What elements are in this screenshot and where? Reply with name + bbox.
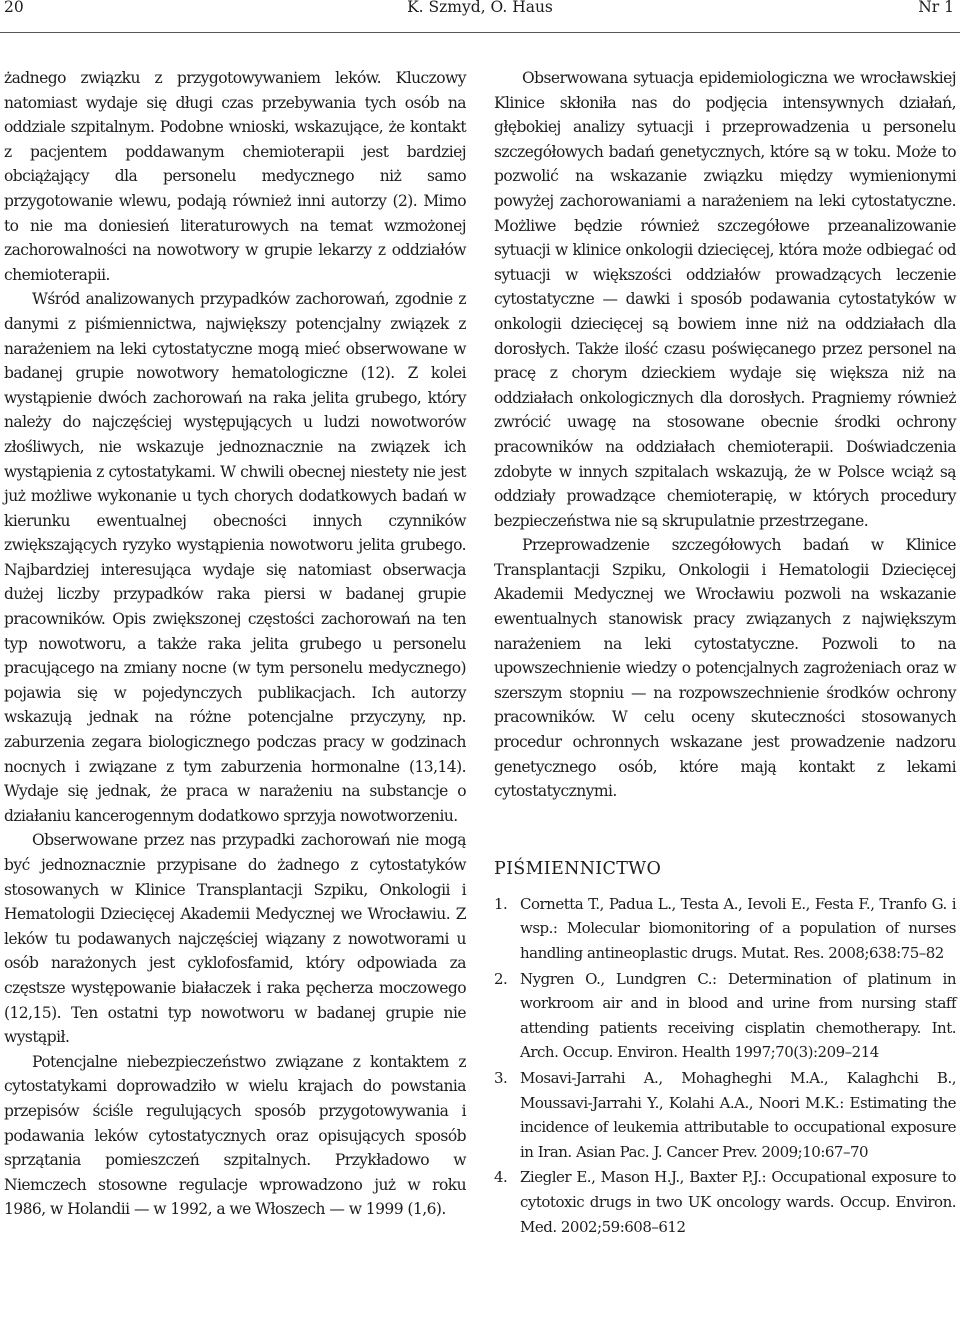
body-paragraph: Potencjalne niebezpieczeństwo związane z kontaktem z cytostatykami doprowadziło w wielu krajach do powstania przepisów ściśle regulujących sposób przygotowywania i podawania leków cytostatycznych oraz opisujących sposób sprzątania pomieszczeń szpitalnych. Przykładowo w Niemczech stosowne regulacje wprowadzono już w roku 1986, w Holandii — w 1992, a we Włoszech — w 1999 (1,6).: [4, 1052, 466, 1219]
reference-text: Cornetta T., Padua L., Testa A., Ievoli E., Festa F., Tranfo G. i wsp.: Molecular biomonitoring of a population of nurses handling antineoplastic drugs. Mutat. Res. 2008;638:75–82: [520, 894, 956, 962]
reference-item: [494, 892, 956, 966]
header-rule: [0, 32, 960, 33]
references-list: [494, 892, 956, 1239]
running-header: [0, 0, 960, 34]
reference-number: 4.: [494, 1168, 508, 1187]
running-authors: K. Szmyd, O. Haus: [407, 0, 553, 16]
reference-text: Nygren O., Lundgren C.: Determination of platinum in workroom air and in blood and urine from nursing staff attending patients receiving cisplatin chemotherapy. Int. Arch. Occup. Environ. Health 1997;70(3):209–214: [520, 969, 956, 1062]
reference-item: [494, 967, 956, 1065]
page-number: 20: [4, 0, 24, 16]
reference-text: Ziegler E., Mason H.J., Baxter P.J.: Occupational exposure to cytotoxic drugs in two UK oncology wards. Occup. Environ. Med. 2002;59:608–612: [520, 1168, 956, 1236]
reference-item: [494, 1066, 956, 1164]
left-column: [4, 66, 466, 1222]
right-column: [494, 66, 956, 1240]
reference-number: 2.: [494, 969, 508, 988]
reference-item: [494, 1165, 956, 1239]
body-paragraph: Obserwowane przez nas przypadki zachorowań nie mogą być jednoznacznie przypisane do żadnego z cytostatyków stosowanych w Klinice Transplantacji Szpiku, Onkologii i Hematologii Dziecięcej Akademii Medycznej we Wrocławiu. Z leków tu podawanych najczęściej wiązany z nowotworami u osób narażonych jest cyklofosfamid, który odpowiada za częstsze występowanie białaczek i raka pęcherza moczowego (12,15). Ten ostatni typ nowotworu w badanej grupie nie wystąpił.: [4, 831, 466, 1047]
reference-number: 3.: [494, 1068, 508, 1087]
body-paragraph: żadnego związku z przygotowywaniem leków. Kluczowy natomiast wydaje się długi czas przebywania tych osób na oddziale szpitalnym. Podobne wnioski, wskazujące, że kontakt z pacjentem poddawanym chemioterapii jest bardziej obciążający dla personelu medycznego niż samo przygotowanie wlewu, podają również inni autorzy (2). Mimo to nie ma doniesień literaturowych na temat wzmożonej zachorowalności na nowotwory w grupie lekarzy z oddziałów chemioterapii.: [4, 69, 466, 284]
reference-number: 1.: [494, 894, 508, 913]
references-heading: PIŚMIENNICTWO: [494, 858, 662, 879]
body-paragraph: Przeprowadzenie szczegółowych badań w Klinice Transplantacji Szpiku, Onkologii i Hematologii Dziecięcej Akademii Medycznej we Wrocławiu pozwoli na wskazanie ewentualnych stanowisk pracy związanych z największym narażeniem na leki cytostatyczne. Pozwoli to na upowszechnienie wiedzy o potencjalnych zagrożeniach oraz w szerszym stopniu — na rozpowszechnienie środków ochrony pracowników. W celu oceny skuteczności stosowanych procedur ochronnych wskazane jest prowadzenie nadzoru genetycznego osób, które mają kontakt z lekami cytostatycznymi.: [494, 536, 956, 801]
reference-text: Mosavi-Jarrahi A., Mohagheghi M.A., Kalaghchi B., Moussavi-Jarrahi Y., Kolahi A.A., Noori M.K.: Estimating the incidence of leukemia attributable to occupational exposure in Iran. Asian Pac. J. Cancer Prev. 2009;10:67–70: [520, 1068, 956, 1161]
issue-number: Nr 1: [918, 0, 954, 16]
body-paragraph: Wśród analizowanych przypadków zachorowań, zgodnie z danymi z piśmiennictwa, największy potencjalny związek z narażeniem na leki cytostatyczne mogą mieć obserwowane w badanej grupie nowotwory hematologiczne (12). Z kolei wystąpienie dwóch zachorowań na raka jelita grubego, który należy do najczęściej występujących u ludzi nowotworów złośliwych, nie wskazuje jednoznacznie na związek ich wystąpienia z cytostatykami. W chwili obecnej niestety nie jest już możliwe wykonanie u tych chorych dodatkowych badań w kierunku ewentualnej obecności innych czynników zwiększających ryzyko wystąpienia nowotworu jelita grubego. Najbardziej interesująca wydaje się natomiast obserwacja dużej liczby przypadków raka piersi w badanej grupie pracowników. Opis zwiększonej częstości zachorowań na ten typ nowotworu, a także raka jelita grubego u personelu pracującego na zmiany nocne (w tym personelu medycznego) pojawia się w pojedynczych publikacjach. Ich autorzy wskazują jednak na różne potencjalne przyczyny, np. zaburzenia zegara biologicznego podczas pracy w godzinach nocnych i związane z tym zaburzenia hormonalne (13,14). Wydaje się jednak, że praca w narażeniu na substancje o działaniu kancerogennym dodatkowo sprzyja nowotworzeniu.: [4, 290, 466, 825]
body-paragraph: Obserwowana sytuacja epidemiologiczna we wrocławskiej Klinice skłoniła nas do podjęcia intensywnych działań, głębokiej analizy sytuacji i przeprowadzenia u personelu szczegółowych badań genetycznych, które są w toku. Może to pozwolić na wskazanie związku między wymienionymi powyżej zachorowaniami a narażeniem na leki cytostatyczne. Możliwe będzie również szczegółowe przeanalizowanie sytuacji w klinice onkologii dziecięcej, która może odbiegać od sytuacji w większości oddziałów prowadzących leczenie cytostatyczne — dawki i sposób podawania cytostatyków w onkologii dziecięcej są bowiem inne niż na oddziałach dla dorosłych. Także ilość czasu poświęcanego przez personel na pracę z chorym dzieckiem wydaje się większa niż na oddziałach onkologicznych dla dorosłych. Pragniemy również zwrócić uwagę na stosowane obecnie środki ochrony pracowników na oddziałach chemioterapii. Doświadczenia zdobyte w innych szpitalach wskazują, że w Polsce wciąż są oddziały prowadzące chemioterapię, w których procedury bezpieczeństwa nie są skrupulatnie przestrzegane.: [494, 69, 956, 530]
